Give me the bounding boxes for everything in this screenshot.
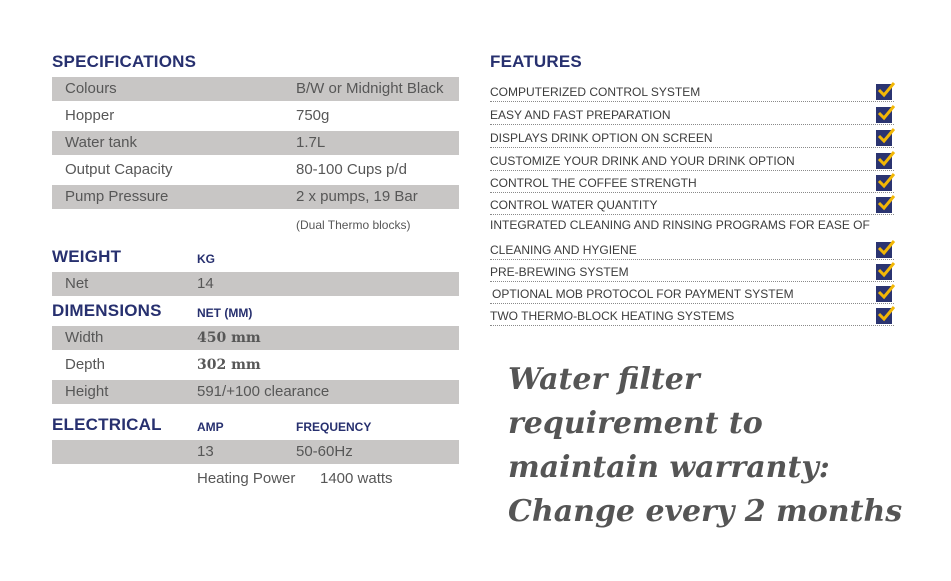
- spec-value: B/W or Midnight Black: [296, 80, 444, 97]
- specifications-heading: SPECIFICATIONS: [52, 52, 197, 71]
- dim-row-width: [52, 326, 459, 350]
- feature-text: OPTIONAL MOB PROTOCOL FOR PAYMENT SYSTEM: [492, 287, 794, 301]
- spec-row-hopper: [52, 104, 459, 128]
- checkmark-icon: [876, 197, 892, 213]
- frequency-value: 50-60Hz: [296, 443, 353, 460]
- feature-text: CUSTOMIZE YOUR DRINK AND YOUR DRINK OPTION: [490, 154, 795, 168]
- frequency-heading: FREQUENCY: [296, 420, 372, 434]
- filter-line-2: requirement to: [508, 406, 763, 441]
- features-heading: FEATURES: [490, 52, 582, 71]
- spec-value: 1.7L: [296, 134, 326, 151]
- spec-label: Pump Pressure: [65, 188, 169, 205]
- checkmark-icon: [876, 308, 892, 324]
- spec-label: Output Capacity: [65, 161, 173, 178]
- checkmark-icon: [876, 175, 892, 191]
- feature-item: [490, 171, 894, 193]
- pump-note: (Dual Thermo blocks): [296, 218, 411, 232]
- spec-value: 750g: [296, 107, 330, 124]
- dim-value: 450 mm: [197, 330, 261, 346]
- checkmark-icon: [876, 242, 892, 258]
- checkmark-icon: [876, 84, 892, 100]
- dim-label: Width: [65, 329, 104, 346]
- dim-value: 591/+100 clearance: [197, 383, 330, 400]
- spec-row-output-capacity: [52, 158, 459, 182]
- dim-label: Depth: [65, 356, 106, 373]
- spec-value: 80-100 Cups p/d: [296, 161, 407, 178]
- electrical-row: [52, 440, 459, 464]
- spec-label: Hopper: [65, 107, 115, 124]
- spec-row-pump-pressure: [52, 185, 459, 209]
- feature-text: TWO THERMO-BLOCK HEATING SYSTEMS: [490, 309, 735, 323]
- spec-row-colours: [52, 77, 459, 101]
- filter-line-3: maintain warranty:: [508, 450, 830, 485]
- electrical-heading: ELECTRICAL: [52, 415, 162, 434]
- checkmark-icon: [876, 264, 892, 280]
- weight-value: 14: [197, 275, 214, 292]
- dim-row-depth: [52, 353, 459, 377]
- feature-item: [490, 148, 894, 171]
- weight-unit: KG: [197, 252, 215, 266]
- feature-text: CONTROL THE COFFEE STRENGTH: [490, 176, 697, 190]
- checkmark-icon: [876, 286, 892, 302]
- feature-item: [490, 282, 894, 304]
- feature-text: PRE-BREWING SYSTEM: [490, 265, 629, 279]
- feature-text: DISPLAYS DRINK OPTION ON SCREEN: [490, 131, 713, 145]
- spec-row-water-tank: [52, 131, 459, 155]
- amp-value: 13: [197, 443, 214, 460]
- spec-value: 2 x pumps, 19 Bar: [296, 188, 418, 205]
- feature-item: [490, 260, 894, 282]
- water-filter-notice: [508, 358, 928, 534]
- dim-label: Height: [65, 383, 109, 400]
- checkmark-icon: [876, 130, 892, 146]
- dimensions-heading: DIMENSIONS: [52, 301, 162, 320]
- filter-line-4: Change every 2 months: [508, 494, 903, 529]
- heating-power-label: Heating Power: [197, 470, 296, 487]
- feature-item: [490, 125, 894, 148]
- feature-text: COMPUTERIZED CONTROL SYSTEM: [490, 85, 701, 99]
- feature-text: INTEGRATED CLEANING AND RINSING PROGRAMS FOR EASE OF: [490, 218, 870, 232]
- feature-text: CONTROL WATER QUANTITY: [490, 198, 658, 212]
- feature-item: [490, 304, 894, 326]
- spec-label: Colours: [65, 80, 117, 97]
- feature-text-continued: CLEANING AND HYGIENE: [490, 243, 637, 257]
- dimensions-unit: NET (MM): [197, 306, 253, 320]
- amp-heading: AMP: [197, 420, 224, 434]
- feature-item: [490, 102, 894, 125]
- feature-item: [490, 193, 894, 215]
- heating-power-value: 1400 watts: [320, 470, 393, 487]
- dim-value: 302 mm: [197, 357, 261, 373]
- feature-item: [490, 80, 894, 102]
- feature-text: EASY AND FAST PREPARATION: [490, 108, 671, 122]
- checkmark-icon: [876, 153, 892, 169]
- dim-row-height: [52, 380, 459, 404]
- spec-label: Water tank: [65, 134, 137, 151]
- weight-label: Net: [65, 275, 89, 292]
- weight-heading: WEIGHT: [52, 247, 122, 266]
- feature-item-multiline: [490, 215, 894, 260]
- weight-row-net: [52, 272, 459, 296]
- filter-line-1: Water filter: [508, 362, 700, 397]
- checkmark-icon: [876, 107, 892, 123]
